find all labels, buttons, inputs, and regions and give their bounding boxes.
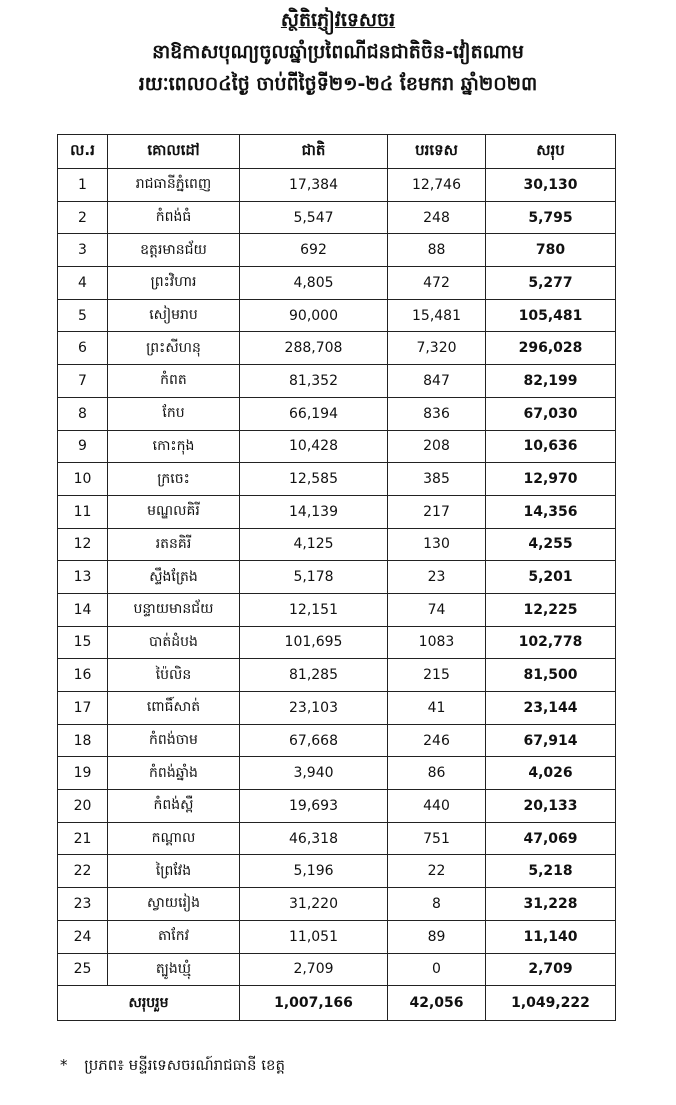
table-row <box>58 953 616 986</box>
row-domestic: 3,940 <box>240 757 388 790</box>
grand-total-row <box>58 986 616 1021</box>
table-row <box>58 169 616 202</box>
row-domestic: 2,709 <box>240 953 388 986</box>
row-foreign: 41 <box>388 692 486 725</box>
row-total: 2,709 <box>486 953 616 986</box>
row-number: 16 <box>58 659 108 692</box>
row-province: បាត់ដំបង <box>108 626 240 659</box>
row-province: កំពង់ស្ពឺ <box>108 790 240 823</box>
table-row <box>58 659 616 692</box>
row-number: 8 <box>58 397 108 430</box>
header-number: ល.រ <box>58 135 108 169</box>
row-domestic: 81,285 <box>240 659 388 692</box>
table-row <box>58 528 616 561</box>
table-row <box>58 790 616 823</box>
row-province: មណ្ឌលគិរី <box>108 495 240 528</box>
row-province: ព្រះវិហារ <box>108 267 240 300</box>
row-domestic: 5,547 <box>240 201 388 234</box>
row-number: 21 <box>58 822 108 855</box>
row-foreign: 208 <box>388 430 486 463</box>
document-title: ស្ថិតិភ្ញៀវទេសចរ <box>280 9 396 31</box>
row-number: 15 <box>58 626 108 659</box>
table-row <box>58 201 616 234</box>
table-row <box>58 724 616 757</box>
row-province: តាកែវ <box>108 920 240 953</box>
table-row <box>58 365 616 398</box>
row-total: 81,500 <box>486 659 616 692</box>
row-domestic: 67,668 <box>240 724 388 757</box>
table-row <box>58 888 616 921</box>
row-total: 20,133 <box>486 790 616 823</box>
row-number: 6 <box>58 332 108 365</box>
row-foreign: 215 <box>388 659 486 692</box>
row-province: ព្រៃវែង <box>108 855 240 888</box>
row-foreign: 248 <box>388 201 486 234</box>
document-header <box>0 4 676 100</box>
row-domestic: 692 <box>240 234 388 267</box>
row-province: បន្ទាយមានជ័យ <box>108 593 240 626</box>
row-domestic: 4,805 <box>240 267 388 300</box>
row-province: ពោធិ៍សាត់ <box>108 692 240 725</box>
row-province: កំពង់ឆ្នាំង <box>108 757 240 790</box>
table-row <box>58 332 616 365</box>
header-foreign: បរទេស <box>388 135 486 169</box>
row-total: 10,636 <box>486 430 616 463</box>
row-number: 3 <box>58 234 108 267</box>
row-domestic: 90,000 <box>240 299 388 332</box>
grand-total-domestic: 1,007,166 <box>240 986 388 1021</box>
row-province: ព្រះសីហនុ <box>108 332 240 365</box>
row-foreign: 246 <box>388 724 486 757</box>
row-domestic: 66,194 <box>240 397 388 430</box>
row-total: 67,914 <box>486 724 616 757</box>
row-total: 5,201 <box>486 561 616 594</box>
row-foreign: 1083 <box>388 626 486 659</box>
row-foreign: 88 <box>388 234 486 267</box>
row-foreign: 15,481 <box>388 299 486 332</box>
row-province: ស្វាយរៀង <box>108 888 240 921</box>
table-row <box>58 561 616 594</box>
row-number: 23 <box>58 888 108 921</box>
row-foreign: 217 <box>388 495 486 528</box>
source-text: ប្រភព៖ មន្ទីរទេសចរណ៍រាជធានី ខេត្ត <box>84 1056 286 1074</box>
row-province: កំពង់ចាម <box>108 724 240 757</box>
table-row <box>58 397 616 430</box>
row-total: 5,218 <box>486 855 616 888</box>
row-foreign: 23 <box>388 561 486 594</box>
table-row <box>58 822 616 855</box>
row-number: 2 <box>58 201 108 234</box>
row-total: 31,228 <box>486 888 616 921</box>
row-domestic: 10,428 <box>240 430 388 463</box>
header-destination: គោលដៅ <box>108 135 240 169</box>
table-row <box>58 920 616 953</box>
row-total: 11,140 <box>486 920 616 953</box>
header-domestic: ជាតិ <box>240 135 388 169</box>
row-number: 22 <box>58 855 108 888</box>
row-province: កែប <box>108 397 240 430</box>
grand-total-total: 1,049,222 <box>486 986 616 1021</box>
row-domestic: 12,585 <box>240 463 388 496</box>
row-domestic: 23,103 <box>240 692 388 725</box>
row-number: 14 <box>58 593 108 626</box>
row-province: កំពង់ធំ <box>108 201 240 234</box>
row-number: 4 <box>58 267 108 300</box>
row-foreign: 86 <box>388 757 486 790</box>
row-total: 4,026 <box>486 757 616 790</box>
document-period: រយៈពេល០៤ថ្ងៃ ចាប់ពីថ្ងៃទី២១-២៤ ខែមករា ឆ្នាំ២០២៣ <box>138 73 538 95</box>
row-foreign: 0 <box>388 953 486 986</box>
row-foreign: 74 <box>388 593 486 626</box>
row-foreign: 89 <box>388 920 486 953</box>
row-domestic: 5,178 <box>240 561 388 594</box>
row-number: 13 <box>58 561 108 594</box>
row-domestic: 19,693 <box>240 790 388 823</box>
row-domestic: 101,695 <box>240 626 388 659</box>
table-row <box>58 692 616 725</box>
row-total: 12,225 <box>486 593 616 626</box>
row-foreign: 22 <box>388 855 486 888</box>
row-number: 9 <box>58 430 108 463</box>
table-header-row <box>58 135 616 169</box>
row-number: 17 <box>58 692 108 725</box>
header-total: សរុប <box>486 135 616 169</box>
row-domestic: 5,196 <box>240 855 388 888</box>
row-province: ក្រចេះ <box>108 463 240 496</box>
row-total: 102,778 <box>486 626 616 659</box>
row-total: 296,028 <box>486 332 616 365</box>
row-number: 11 <box>58 495 108 528</box>
table-row <box>58 267 616 300</box>
document-subtitle: នាឱកាសបុណ្យចូលឆ្នាំប្រពៃណីជនជាតិចិន-វៀតណាម <box>152 41 524 63</box>
row-province: ស្ទឹងត្រែង <box>108 561 240 594</box>
row-province: ប៉ៃលិន <box>108 659 240 692</box>
row-total: 5,277 <box>486 267 616 300</box>
row-total: 67,030 <box>486 397 616 430</box>
table-row <box>58 495 616 528</box>
row-number: 25 <box>58 953 108 986</box>
table-body <box>58 169 616 986</box>
row-number: 12 <box>58 528 108 561</box>
row-province: ឧត្តរមានជ័យ <box>108 234 240 267</box>
row-total: 30,130 <box>486 169 616 202</box>
grand-total-foreign: 42,056 <box>388 986 486 1021</box>
table-row <box>58 855 616 888</box>
row-province: កំពត <box>108 365 240 398</box>
row-foreign: 8 <box>388 888 486 921</box>
table-row <box>58 234 616 267</box>
row-foreign: 130 <box>388 528 486 561</box>
row-foreign: 751 <box>388 822 486 855</box>
row-domestic: 81,352 <box>240 365 388 398</box>
table-row <box>58 463 616 496</box>
row-number: 7 <box>58 365 108 398</box>
row-total: 14,356 <box>486 495 616 528</box>
row-province: ត្បូងឃ្មុំ <box>108 953 240 986</box>
row-domestic: 31,220 <box>240 888 388 921</box>
row-province: កណ្តាល <box>108 822 240 855</box>
row-province: កោះកុង <box>108 430 240 463</box>
table-row <box>58 430 616 463</box>
row-total: 82,199 <box>486 365 616 398</box>
row-province: រាជធានីភ្នំពេញ <box>108 169 240 202</box>
row-number: 5 <box>58 299 108 332</box>
row-number: 1 <box>58 169 108 202</box>
row-foreign: 847 <box>388 365 486 398</box>
table-row <box>58 593 616 626</box>
grand-total-label: សរុបរួម <box>58 986 240 1021</box>
row-foreign: 7,320 <box>388 332 486 365</box>
row-domestic: 14,139 <box>240 495 388 528</box>
row-total: 5,795 <box>486 201 616 234</box>
row-number: 19 <box>58 757 108 790</box>
row-number: 20 <box>58 790 108 823</box>
row-domestic: 46,318 <box>240 822 388 855</box>
source-note <box>60 1056 285 1078</box>
row-domestic: 17,384 <box>240 169 388 202</box>
table-row <box>58 757 616 790</box>
row-total: 47,069 <box>486 822 616 855</box>
row-total: 105,481 <box>486 299 616 332</box>
row-number: 18 <box>58 724 108 757</box>
row-number: 10 <box>58 463 108 496</box>
row-foreign: 440 <box>388 790 486 823</box>
row-domestic: 11,051 <box>240 920 388 953</box>
tourist-statistics-table <box>57 134 616 1021</box>
footnote-asterisk: * <box>60 1056 68 1074</box>
row-foreign: 472 <box>388 267 486 300</box>
row-domestic: 12,151 <box>240 593 388 626</box>
row-domestic: 288,708 <box>240 332 388 365</box>
row-total: 4,255 <box>486 528 616 561</box>
row-number: 24 <box>58 920 108 953</box>
row-province: រតនគិរី <box>108 528 240 561</box>
row-total: 780 <box>486 234 616 267</box>
row-foreign: 836 <box>388 397 486 430</box>
row-total: 12,970 <box>486 463 616 496</box>
table-row <box>58 299 616 332</box>
row-foreign: 385 <box>388 463 486 496</box>
row-total: 23,144 <box>486 692 616 725</box>
table-row <box>58 626 616 659</box>
row-province: សៀមរាប <box>108 299 240 332</box>
row-foreign: 12,746 <box>388 169 486 202</box>
row-domestic: 4,125 <box>240 528 388 561</box>
